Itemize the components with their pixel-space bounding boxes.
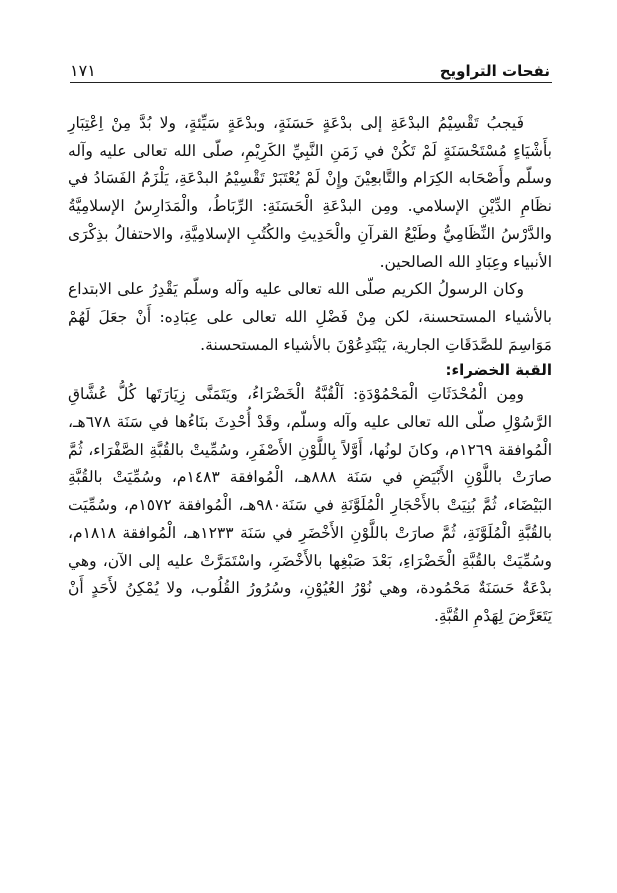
- body-text: [68, 110, 552, 631]
- header-rule: [70, 82, 552, 83]
- running-header: [70, 48, 550, 80]
- paragraph-green-dome-history: ومِن الْمُحْدَثَاتِ الْمَحْمُوْدَةِ: اَلْقُبَّةُ الْخَضْرَاءُ، ويَتَمَنَّى زِيَارَتَها كُلُّ عُشَّاقِ الرَّسُوْلِ صلّى الله تعالى عليه وآله وسلّم، وقَدْ أُحْدِثَ بنَاءُها في سَنَة ٦٧٨هـ، الْمُوافقة ١٢٦٩م، وكانَ لونُها، أَوَّلاً بِاللَّوْنِ الأَصْفَرِ، وسُمِّيتْ بالقُبَّةِ الصَّفْرَاء، ثُمَّ صارَتْ باللَّوْنِ الأَبْيَضِ في سَنَة ٨٨٨هـ، الْمُوافقة ١٤٨٣م، وسُمِّيَتْ بالقُبَّةِ البَيْضَاء، ثُمَّ بُنِيَتْ بالأَحْجَارِ الْمُلَوَّنَةِ في سَنَة٩٨٠هـ، الْمُوافقة ١٥٧٢م، وسُمِّيَت بالقُبَّةِ الْمُلَوَّنَةِ، ثُمَّ صارَتْ باللَّوْنِ الأَخْضَرِ في سَنَة ١٢٣٣هـ، الْمُوافقة ١٨١٨م، وسُمِّيَتْ بالقُبَّةِ الْخَضْرَاءِ، بَعْدَ صَبْغِها بالأَخْضَرِ، واسْتَمَرَّتْ عليه إلى الآن، وهي بدْعَةٌ حَسَنَةٌ مَحْمُودة، وهي نُوْرُ العُيُوْنِ، وسُرُورُ القُلُوب، ولا يُمْكِنُ لأَحَدٍ أَنْ يَتَعَرَّضَ لِهَدْمِ القُبَّةِ.: [68, 385, 553, 625]
- paragraph-prophet-innovation: وكان الرسولُ الكريم صلّى الله تعالى عليه وآله وسلّم يَقْدِرُ على الابتداع بالأشياء المستحسنة، لكن مِنْ فَضْلِ الله تعالى على عِبَادِه: أَنْ جعَلَ لَهُمْ مَوَاسِمَ للصَّدَقَاتِ الجارية، يَبْتَدِعُوْنَ بالأشياء المستحسنة.: [68, 280, 552, 354]
- book-title: نفحات التراويح: [439, 62, 550, 80]
- page-number: ١٧١: [70, 61, 96, 80]
- section-heading-green-dome: القبة الخضراء:: [445, 361, 552, 380]
- paragraph-innovation-classification: فَيجبُ تَقْسِيْمُ البدْعَةِ إلى بدْعَةٍ حَسَنَةٍ، وبدْعَةٍ سَيِّئةٍ، ولا بُدَّ مِنْ اِعْتِبَارِ بأَشْيَاءٍ مُسْتَحْسَنَةٍ لَمْ تَكُنْ في زَمَنِ النَّبِيِّ الكَرِيْمِ، صلّى الله تعالى عليه وآله وسلّم وأَصْحَابه الكِرَام والتَّابعِيْنَ وإِنْ لَمْ يُعْتَبَرْ تَقْسِيْمُ البدْعَةِ، يَلْزَمُ الفَسَادُ في نظَامِ الدِّيْنِ الإسلامي. ومِن البدْعَةِ الْحَسَنَةِ: الرِّبَاطُ، والْمَدَارِسُ الإسلامِيَّةُ والدَّرْسُ النِّظَامِيُّ وطَبْعُ القرآنِ والْحَدِيثِ والكُتُبِ الإسلامِيَّةِ، والاحتفالُ بذِكْرَى الأنبياء وعِبَادِ الله الصالحين.: [68, 114, 552, 271]
